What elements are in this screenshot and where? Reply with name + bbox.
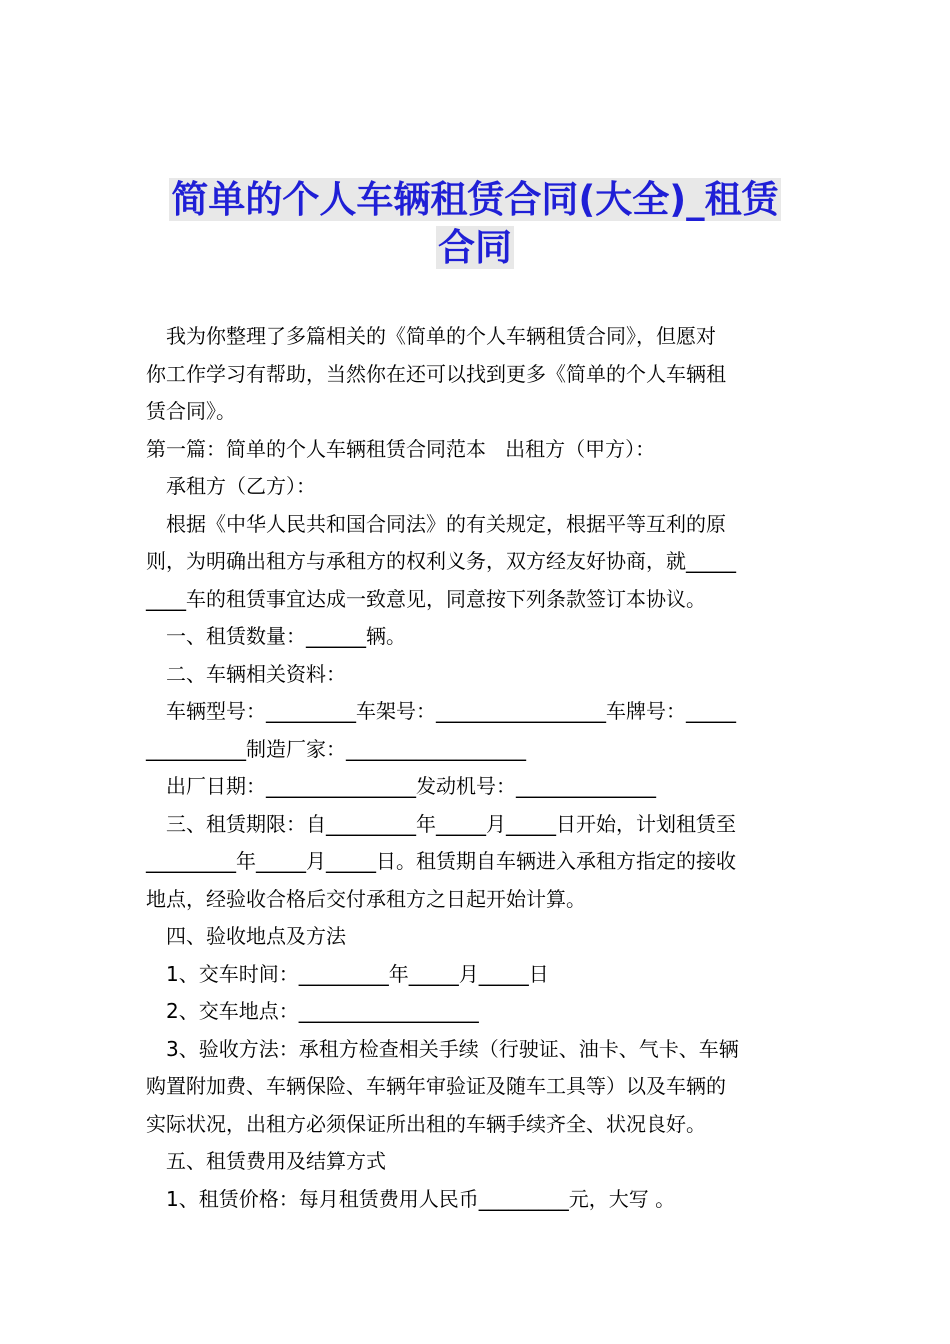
clause-line: 四、验收地点及方法 xyxy=(166,924,346,948)
field-line: 1、租赁价格：每月租赁费用人民币_________元，大写 。 xyxy=(166,1187,676,1211)
paragraph-line: 则，为明确出租方与承租方的权利义务，双方经友好协商，就_____ xyxy=(146,549,736,573)
clause-line: 二、车辆相关资料： xyxy=(166,662,346,686)
field-line: __________制造厂家：__________________ xyxy=(146,737,526,761)
field-line: 2、交车地点：__________________ xyxy=(166,999,479,1023)
field-line: 车辆型号：_________车架号：_________________车牌号：_____ xyxy=(166,699,736,723)
paragraph-line: ____车的租赁事宜达成一致意见，同意按下列条款签订本协议。 xyxy=(146,587,706,611)
clause-line: 实际状况，出租方必须保证所出租的车辆手续齐全、状况良好。 xyxy=(146,1112,706,1136)
field-line: 1、交车时间：_________年_____月_____日 xyxy=(166,962,549,986)
clause-line: 三、租赁期限：自_________年_____月_____日开始，计划租赁至 xyxy=(166,812,736,836)
paragraph-line: 你工作学习有帮助，当然你在还可以找到更多《简单的个人车辆租 xyxy=(146,362,726,386)
title-text-1: 简单的个人车辆租赁合同(大全)_租赁 xyxy=(171,178,779,221)
field-line: 出厂日期：_______________发动机号：______________ xyxy=(166,774,656,798)
paragraph-line: 承租方（乙方）： xyxy=(166,474,316,498)
clause-line: 3、验收方法：承租方检查相关手续（行驶证、油卡、气卡、车辆 xyxy=(166,1037,739,1061)
document-title-line-2 xyxy=(0,224,950,272)
section-heading-line: 第一篇：简单的个人车辆租赁合同范本 出租方（甲方）： xyxy=(146,437,656,461)
paragraph-line: 根据《中华人民共和国合同法》的有关规定，根据平等互利的原 xyxy=(166,512,726,536)
clause-line: 地点，经验收合格后交付承租方之日起开始计算。 xyxy=(146,887,586,911)
title-text-2: 合同 xyxy=(438,226,512,269)
clause-line: 五、租赁费用及结算方式 xyxy=(166,1149,386,1173)
clause-line: 购置附加费、车辆保险、车辆年审验证及随车工具等）以及车辆的 xyxy=(146,1074,726,1098)
paragraph-line: 我为你整理了多篇相关的《简单的个人车辆租赁合同》，但愿对 xyxy=(166,324,716,348)
document-title-line-1 xyxy=(0,176,950,224)
clause-line: _________年_____月_____日。租赁期自车辆进入承租方指定的接收 xyxy=(146,849,736,873)
clause-line: 一、租赁数量：______辆。 xyxy=(166,624,406,648)
paragraph-line: 赁合同》。 xyxy=(146,399,236,423)
